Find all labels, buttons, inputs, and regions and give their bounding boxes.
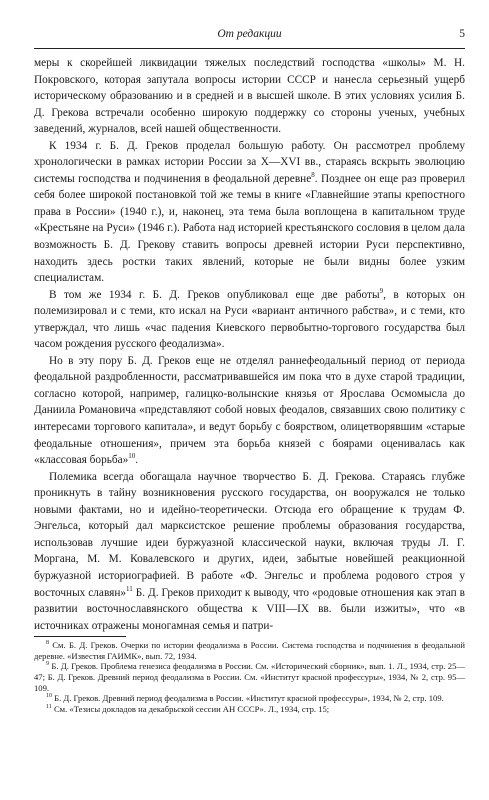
paragraph-4	[34, 353, 465, 469]
paragraph-text: Но в эту пору Б. Д. Греков еще не отделял раннефеодальный период от периода феодальной раздробленности, рассматривавшейся им пока что в духе старой традиции, согласно которой, например, галицко-волынские князья от Ярослава Осмомысла до Даниила Романовича «представляют собой новых феодалов, связавших свою политику с интересами торгового капитала», и ведут борьбу с боярством, олицетворявшим «старые феодальные отношения», причем эта борьба князей с боярами оценивалась как «классовая борьба»	[34, 354, 465, 467]
footnote-text: Б. Д. Греков. Древний период феодализма в России. «Институт красной профессуры», 1934, № 2, стр. 109.	[54, 693, 444, 704]
header-rule	[34, 48, 465, 49]
footnote-ref-8[interactable]: 8	[311, 171, 315, 180]
footnote-11	[34, 704, 465, 715]
footnotes	[34, 640, 465, 714]
footnote-10	[34, 693, 465, 704]
paragraph-1	[34, 55, 465, 138]
running-head	[34, 28, 465, 46]
paragraph-text: В том же 1934 г. Б. Д. Греков опубликовал еще две работы	[49, 288, 380, 301]
footnote-number: 8	[46, 640, 49, 647]
paragraph-text: , в которых он полемизировал и с теми, кто искал на Руси «вариант античного рабства», и с теми, кто утверждал, что лишь «час падения Киевского первобытно-торгового государства был часом рождения русского феодализма».	[34, 288, 465, 351]
footnote-9	[34, 661, 465, 693]
footnote-ref-10[interactable]: 10	[128, 452, 136, 461]
paragraph-text: меры к скорейшей ликвидации тяжелых последствий господства «школы» М. Н. Покровского, которая запутала вопросы истории СССР и нанесла серьезный ущерб историческому образованию и в средней и в высшей школе. В этих условиях усилия Б. Д. Грекова встречали особенно широкую поддержку со стороны ученых, учебных заведений, журналов, всей нашей общественности.	[34, 57, 465, 136]
paragraph-text: Б. Д. Греков приходит к выводу, что «родовые отношения как этап в развитии восточнославянского общества к VIII—IX вв. были изжиты», что «в источниках отражены моногамная семья и патри-	[34, 586, 465, 632]
paragraph-text: К 1934 г. Б. Д. Греков проделал большую работу. Он рассмотрел проблему хронологически в рамках истории России за X—XVI вв., стараясь вскрыть эволюцию системы господства и подчинения в феодальной деревне	[34, 139, 465, 185]
footnote-ref-11[interactable]: 11	[126, 584, 133, 593]
footnote-text: Б. Д. Греков. Проблема генезиса феодализма в России. См. «Исторический сборник», вып. 1. Л., 1934, стр. 25—47; Б. Д. Греков. Древний период феодализма в России. См. «Институт красной профессуры», 1934, № 2, стр. 95—109.	[34, 661, 465, 693]
footnote-text: См. «Тезисы докладов на декабрьской сессии АН СССР». Л., 1934, стр. 15;	[53, 703, 330, 714]
footnote-rule	[34, 636, 126, 637]
main-text	[34, 55, 465, 634]
footnote-number: 9	[46, 661, 49, 668]
footnote-ref-9[interactable]: 9	[379, 286, 384, 295]
page	[34, 28, 465, 714]
footnote-number: 10	[46, 693, 52, 700]
footnote-8	[34, 640, 465, 661]
paragraph-text: Полемика всегда обогащала научное творчество Б. Д. Грекова. Стараясь глубже проникнуть в тайну возникновения русского государства, он вооружался не только новыми фактами, но и идейно-теоретически. Отсюда его обращение к трудам Ф. Энгельса, который дал марксистское решение проблемы образования государства, использовав лучшие идеи буржуазной классической науки, включая труды Л. Г. Моргана, М. М. Ковалевского и других, идеи, забытые новейшей реакционной буржуазной историографией. В работе «Ф. Энгельс и проблема родового строя у восточных славян»	[34, 470, 465, 599]
footnote-text: См. Б. Д. Греков. Очерки по истории феодализма в России. Система господства и подчинения в феодальной деревне. «Известия ГАИМК», вып. 72, 1934.	[34, 640, 466, 661]
running-title: От редакции	[217, 28, 282, 40]
paragraph-3	[34, 287, 465, 353]
paragraph-text: . Позднее он еще раз проверил себя более широкой постановкой той же темы в книге «Главнейшие этапы крепостного права в России» (1940 г.), и, наконец, эта тема была воплощена в капитальном труде «Крестьяне на Руси» (1946 г.). Работа над историей крестьянского сословия в целом дала возможность Б. Д. Грекову ставить вопросы древней истории Руси перспективно, находить здесь ростки таких явлений, которые не были видны более узким специалистам.	[34, 172, 465, 285]
footnote-number: 11	[46, 703, 52, 710]
paragraph-2	[34, 138, 465, 287]
paragraph-5	[34, 469, 465, 634]
page-number: 5	[459, 28, 465, 40]
paragraph-text: .	[135, 454, 139, 467]
